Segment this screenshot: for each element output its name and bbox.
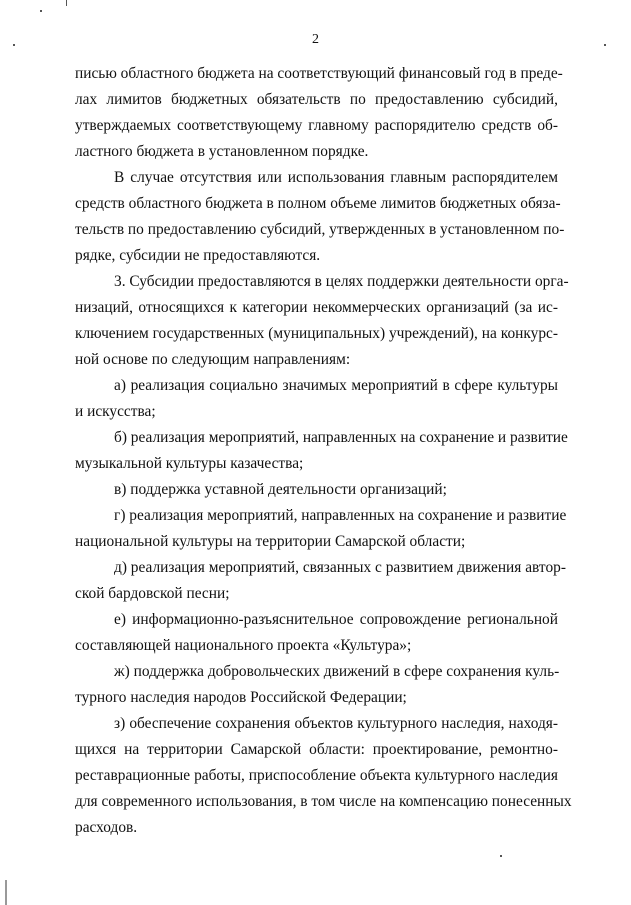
list-item-line: музыкальной культуры казачества; [75,455,304,472]
list-item-line: реставрационные работы, приспособление объекта культурного наследия [75,767,558,784]
list-item-line: турного наследия народов Российской Федерации; [75,689,407,706]
paragraph-line: рядке, субсидии не предоставляются. [75,247,321,264]
paragraph-line: средств областного бюджета в полном объеме лимитов бюджетных обяза- [75,195,561,212]
list-item-line: г) реализация мероприятий, направленных на сохранение и развитие [114,507,567,524]
paragraph-line: низаций, относящихся к категории некоммерческих организаций (за ис- [75,299,558,316]
scan-artifact-mark [500,855,502,857]
list-item-line: национальной культуры на территории Самарской области; [75,533,466,550]
paragraph-line: ключением государственных (муниципальных) учреждений), на конкурс- [75,325,558,342]
paragraph-line: писью областного бюджета на соответствующий финансовый год в преде- [75,65,563,82]
paragraph-line: 3. Субсидии предоставляются в целях поддержки деятельности орга- [114,273,569,290]
list-item-line: для современного использования, в том числе на компенсацию понесенных [75,793,572,810]
list-item-line: щихся на территории Самарской области: проектирование, ремонтно- [75,741,558,758]
paragraph-line: утверждаемых соответствующему главному распорядителю средств об- [75,117,558,134]
list-item-line: и искусства; [75,403,156,420]
list-item-line: а) реализация социально значимых мероприятий в сфере культуры [114,377,558,394]
list-item-line: д) реализация мероприятий, связанных с развитием движения автор- [114,559,566,576]
paragraph-line: ластного бюджета в установленном порядке. [75,143,369,160]
list-item-line: расходов. [75,819,138,836]
scan-artifact-mark [40,10,42,12]
paragraph-line: тельств по предоставлению субсидий, утвержденных в установленном по- [75,221,565,238]
paragraph-line: лах лимитов бюджетных обязательств по предоставлению субсидий, [75,91,558,108]
list-item-line: ской бардовской песни; [75,585,230,602]
list-item-line: составляющей национального проекта «Культура»; [75,637,412,654]
list-item-line: з) обеспечение сохранения объектов культурного наследия, находя- [114,715,558,732]
list-item-line: в) поддержка уставной деятельности организаций; [114,481,447,498]
list-item-line: б) реализация мероприятий, направленных на сохранение и развитие [114,429,568,446]
paragraph-line: ной основе по следующим направлениям: [75,351,351,368]
list-item-line: е) информационно-разъяснительное сопровождение региональной [114,611,558,628]
list-item-line: ж) поддержка добровольческих движений в сфере сохранения куль- [114,663,560,680]
scan-artifact-mark [5,880,7,905]
paragraph-line: В случае отсутствия или использования главным распорядителем [114,169,558,186]
page-number: 2 [312,32,319,47]
scan-artifact-mark [66,0,67,6]
